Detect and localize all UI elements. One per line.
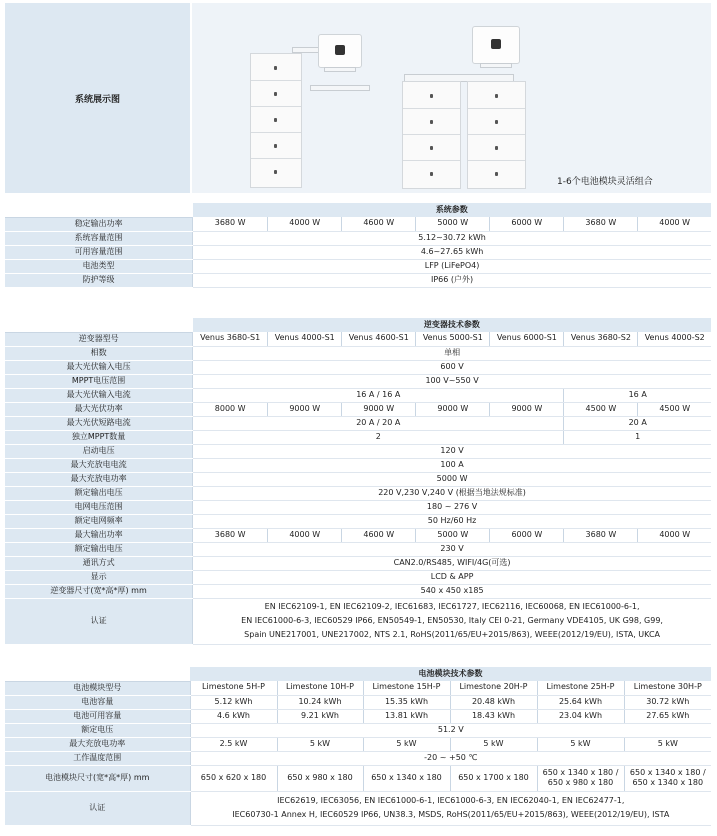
connector-left: [292, 47, 320, 53]
hero-label: 系统展示图: [5, 3, 190, 193]
battery-stack-left: [250, 53, 302, 188]
section-title: 电池模块技术参数: [190, 667, 711, 681]
system-display-section: [5, 3, 711, 193]
section-title: 逆变器技术参数: [193, 318, 711, 332]
table-row: 电池模块型号 Limestone 5H-P Limestone 10H-P Limestone 15H-P Limestone 20H-P Limestone 25H-P Limestone 30H-P: [5, 681, 711, 695]
battery-stack-right: [467, 81, 526, 189]
table-row: 逆变器型号 Venus 3680-S1 Venus 4000-S1 Venus 4600-S1 Venus 5000-S1 Venus 6000-S1 Venus 3680-S2 Venus 4000-S2: [5, 332, 711, 346]
hero-caption: 1-6个电池模块灵活组合: [557, 177, 653, 187]
battery-params-section: [5, 667, 711, 826]
product-image: [192, 3, 711, 193]
certification-text: IEC62619, IEC63056, EN IEC61000-6-1, IEC61000-6-3, EN IEC62040-1, EN IEC62477-1, IEC60730-1 Annex H, IEC60529 IP66, UN38.3, MSDS, RoHS(2011/65/EU+2015/863), WEEE(2012/19/EU), ISTA: [190, 791, 711, 825]
system-params-section: [5, 203, 711, 288]
system-params-table: 系统参数 稳定输出功率 3680 W 4000 W 4600 W 5000 W 6000 W 3680 W 4000 W 系统容量范围 5.12~30.72 kWh 可用容量范围 4.6~27.65 kWh 电池类型 LFP (LiFePO4) 防护等级 IP66 (户外): [5, 203, 711, 288]
inverter-params-section: [5, 318, 711, 645]
battery-stack-mid: [402, 81, 461, 189]
inverter-params-table: 逆变器技术参数 逆变器型号 Venus 3680-S1 Venus 4000-S1 Venus 4600-S1 Venus 5000-S1 Venus 6000-S1 Venus 3680-S2 Venus 4000-S2 相数 单相 最大光伏输入电压 600 V MPPT电压范围 100 V~550 V 最大光伏输入电流 16 A / 16 A 16 A 最大光伏功率 8000 W 9000 W 9000 W 9000 W 9000 W 4500 W 4500 W 最大光伏短路电流 20 A / 20 A 20 A 独立MPPT数量 2 1 启动电压 120 V 最大充放电电流 100 A 最大充放电功率 5000 W 额定输出电压 220 V,230 V,240 V (根据当地法规标准) 电网电压范围 180 ~ 276 V 额定电网频率 50 Hz/60 Hz 最大输出功率 3680 W 4000 W 4600 W 5000 W 6000 W 3680 W 4000 W 额定输出电压 230 V 通讯方式 CAN2.0/RS485, WIFI/4G(可选) 显示 LCD & APP 逆变器尺寸(宽*高*厚) mm 540 x 450 x185 认证 EN IEC62109-1, EN IEC62109-2, IEC61683, IEC61727, IEC62116, IEC60068, EN IEC61000-6-1, EN IEC61000-6-3, IEC60529 IP66, EN50549-1, EN50530, Italy CEI 0-21, Germany VDE4105, UK G98, G99, Spain UNE217001, UNE217002, NTS 2.1, RoHS(2011/65/EU+2015/863), WEEE(2012/19/EU), ISTA, UKCA: [5, 318, 711, 645]
certification-text: EN IEC62109-1, EN IEC62109-2, IEC61683, IEC61727, IEC62116, IEC60068, EN IEC61000-6-1, EN IEC61000-6-3, IEC60529 IP66, EN50549-1, EN50530, Italy CEI 0-21, Germany VDE4105, UK G98, G99, Spain UNE217001, UNE217002, NTS 2.1, RoHS(2011/65/EU+2015/863), WEEE(2012/19/EU), ISTA, UKCA: [193, 598, 711, 644]
battery-params-table: 电池模块技术参数 电池模块型号 Limestone 5H-P Limestone 10H-P Limestone 15H-P Limestone 20H-P Limestone 25H-P Limestone 30H-P 电池容量 5.12 kWh 10.24 kWh 15.35 kWh 20.48 kWh 25.64 kWh 30.72 kWh 电池可用容量 4.6 kWh 9.21 kWh 13.81 kWh 18.43 kWh 23.04 kWh 27.65 kWh 额定电压 51.2 V 最大充放电功率 2.5 kW 5 kW 5 kW 5 kW 5 kW 5 kW 工作温度范围 -20 ~ +50 ℃ 电池模块尺寸(宽*高*厚) mm 650 x 620 x 180 650 x 980 x 180 650 x 1340 x 180 650 x 1700 x 180 650 x 1340 x 180 / 650 x 980 x 180 650 x 1340 x 180 / 650 x 1340 x 180 认证 IEC62619, IEC63056, EN IEC61000-6-1, IEC61000-6-3, EN IEC62040-1, EN IEC62477-1, IEC60730-1 Annex H, IEC60529 IP66, UN38.3, MSDS, RoHS(2011/65/EU+2015/863), WEEE(2012/19/EU), ISTA: [5, 667, 711, 826]
inverter-right: [472, 26, 520, 64]
section-title: 系统参数: [193, 203, 711, 217]
inverter-left: [318, 34, 362, 68]
